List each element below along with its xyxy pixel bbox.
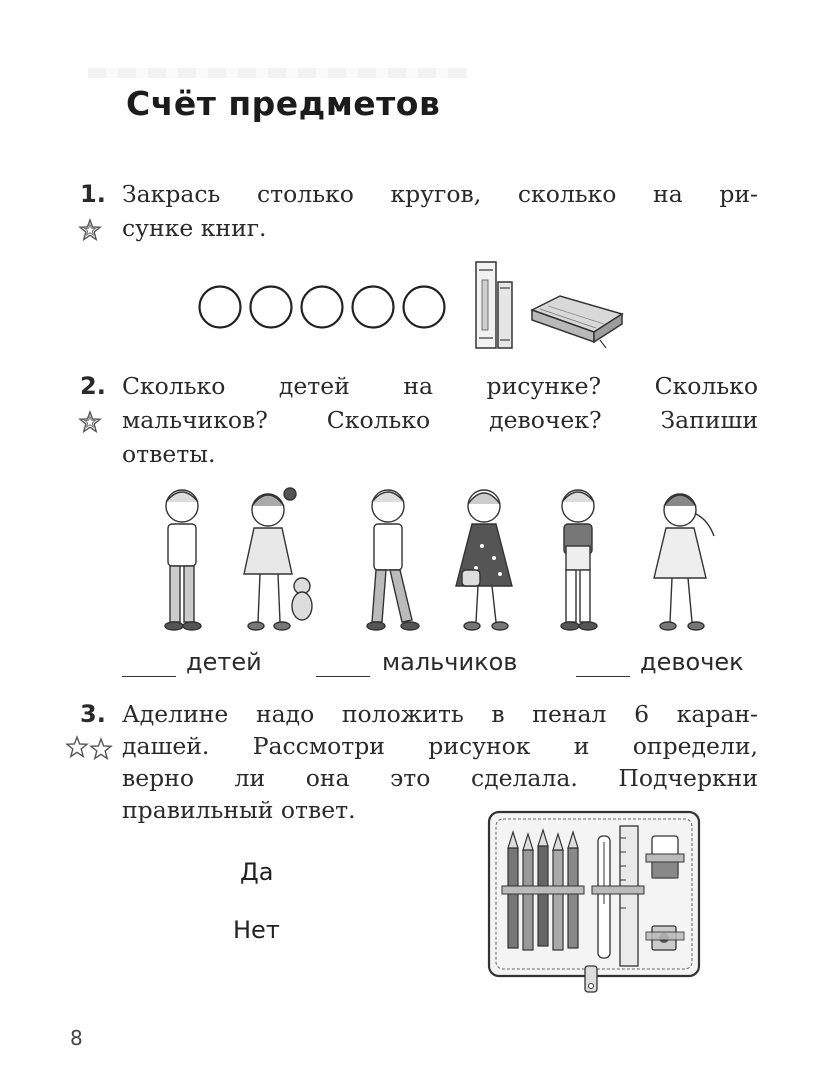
task-1-number: 1. bbox=[80, 180, 106, 208]
header-ghost bbox=[88, 68, 468, 78]
boy-2 bbox=[367, 490, 419, 630]
books-illustration bbox=[470, 258, 630, 354]
girl-2 bbox=[456, 490, 512, 630]
task-3-line-3: верно ли она это сделала. Подчеркни bbox=[122, 764, 758, 792]
children-illustration bbox=[150, 484, 730, 636]
answer-blank-girls[interactable] bbox=[576, 676, 630, 677]
answer-label-children: детей bbox=[186, 648, 262, 676]
task-2-line-3: ответы. bbox=[122, 440, 216, 468]
answer-blank-boys[interactable] bbox=[316, 676, 370, 677]
answer-blank-children[interactable] bbox=[122, 676, 176, 677]
task-3-number: 3. bbox=[80, 700, 106, 728]
circle-5 bbox=[404, 287, 445, 328]
page-title: Счёт предметов bbox=[126, 84, 441, 123]
circle-3 bbox=[302, 287, 343, 328]
boy-1 bbox=[165, 490, 201, 630]
circle-2 bbox=[251, 287, 292, 328]
task-2-line-1: Сколько детей на рисунке? Сколько bbox=[122, 372, 758, 400]
page-number: 8 bbox=[70, 1026, 83, 1050]
answer-label-girls: девочек bbox=[640, 648, 744, 676]
task-3-line-4: правильный ответ. bbox=[122, 796, 356, 824]
task-1-line-1: Закрась столько кругов, сколько на ри- bbox=[122, 180, 758, 208]
task-2-line-2: мальчиков? Сколько девочек? Запиши bbox=[122, 406, 758, 434]
circle-4 bbox=[353, 287, 394, 328]
task-3-line-1: Аделине надо положить в пенал 6 каран- bbox=[122, 700, 758, 728]
girl-3 bbox=[654, 494, 714, 630]
option-no[interactable]: Нет bbox=[233, 916, 280, 944]
star-icon bbox=[78, 410, 102, 434]
pencil-case-illustration bbox=[486, 808, 704, 998]
task-3-line-2: дашей. Рассмотри рисунок и определи, bbox=[122, 732, 758, 760]
answer-label-boys: мальчиков bbox=[382, 648, 518, 676]
boy-3 bbox=[561, 490, 597, 630]
two-stars-icon bbox=[64, 734, 116, 762]
task-2-number: 2. bbox=[80, 372, 106, 400]
task-1-line-2: сунке книг. bbox=[122, 214, 267, 242]
star-icon bbox=[78, 218, 102, 242]
option-yes[interactable]: Да bbox=[240, 858, 274, 886]
girl-1 bbox=[244, 488, 312, 630]
circles-row bbox=[198, 284, 448, 330]
circle-1 bbox=[200, 287, 241, 328]
